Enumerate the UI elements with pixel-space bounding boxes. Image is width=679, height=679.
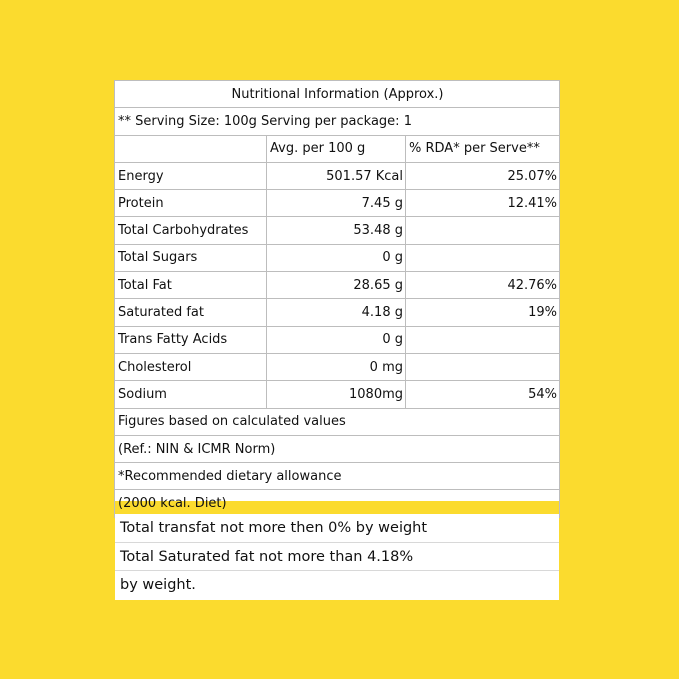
nutrient-name: Total Carbohydrates [115,217,267,244]
table-row [115,217,560,244]
nutrient-value: 28.65 g [267,272,406,299]
note-text: (Ref.: NIN & ICMR Norm) [115,435,560,462]
header-rda: % RDA* per Serve** [406,135,560,162]
nutrient-name: Cholesterol [115,353,267,380]
note-text: *Recommended dietary allowance [115,463,560,490]
statement-line: Total transfat not more then 0% by weight [115,514,559,543]
nutrient-value: 0 mg [267,353,406,380]
nutrient-name: Total Sugars [115,244,267,271]
nutrient-rda: 42.76% [406,272,560,299]
header-per-100g: Avg. per 100 g [267,135,406,162]
serving-info: ** Serving Size: 100g Serving per package: 1 [115,108,560,135]
nutrient-value: 4.18 g [267,299,406,326]
nutrient-name: Trans Fatty Acids [115,326,267,353]
nutrient-value: 53.48 g [267,217,406,244]
nutrient-rda [406,244,560,271]
nutrient-rda [406,217,560,244]
nutrient-value: 501.57 Kcal [267,162,406,189]
nutrition-table-panel [114,80,559,512]
nutrient-rda: 54% [406,381,560,408]
note-text: Figures based on calculated values [115,408,560,435]
note-row [115,408,560,435]
table-row [115,326,560,353]
nutrient-rda [406,326,560,353]
nutrient-rda [406,353,560,380]
nutrition-table [114,80,560,518]
table-row [115,353,560,380]
note-row [115,435,560,462]
table-title: Nutritional Information (Approx.) [115,81,560,108]
header-row [115,135,560,162]
serving-row [115,108,560,135]
statement-line: Total Saturated fat not more than 4.18% [115,543,559,572]
table-row [115,299,560,326]
nutrient-value: 1080mg [267,381,406,408]
table-row [115,381,560,408]
table-row [115,244,560,271]
nutrient-value: 0 g [267,244,406,271]
nutrient-name: Energy [115,162,267,189]
nutrient-rda: 25.07% [406,162,560,189]
nutrient-name: Total Fat [115,272,267,299]
nutrient-name: Protein [115,190,267,217]
nutrient-value: 7.45 g [267,190,406,217]
nutrient-name: Sodium [115,381,267,408]
header-nutrient [115,135,267,162]
table-row [115,190,560,217]
statement-line: by weight. [120,577,196,594]
nutrient-name: Saturated fat [115,299,267,326]
note-text: (2000 kcal. Diet) [115,490,560,517]
nutrient-value: 0 g [267,326,406,353]
nutrient-rda: 12.41% [406,190,560,217]
note-row [115,463,560,490]
table-title-row [115,81,560,108]
statement-panel [115,514,559,600]
table-row [115,272,560,299]
nutrient-rda: 19% [406,299,560,326]
table-row [115,162,560,189]
